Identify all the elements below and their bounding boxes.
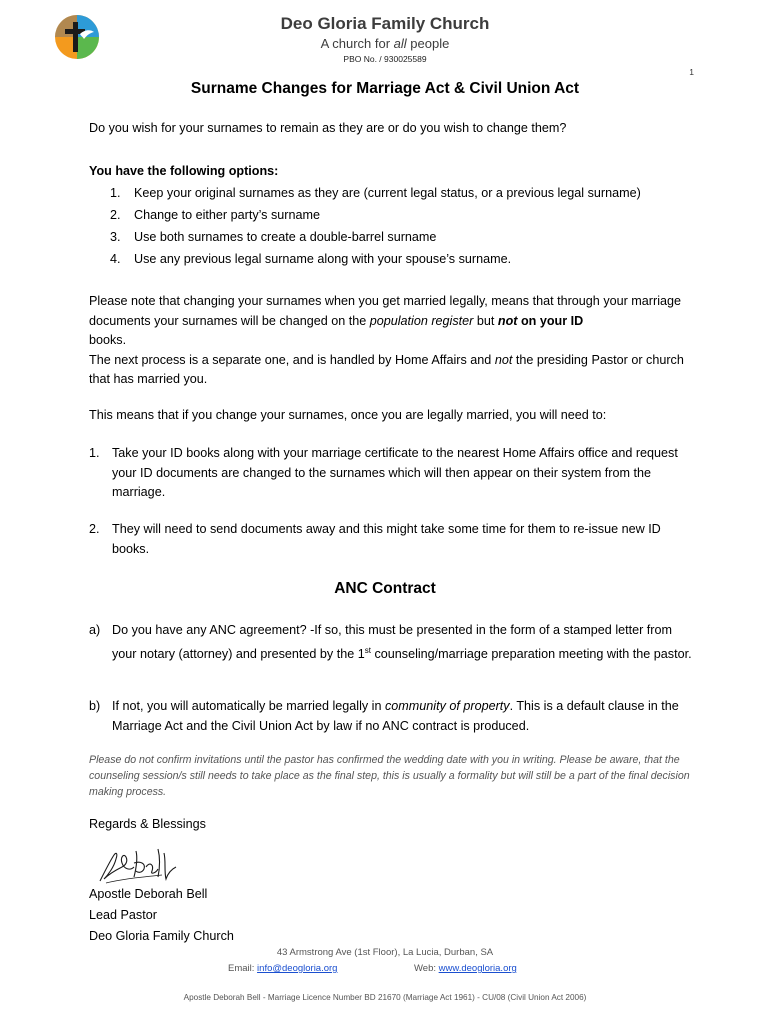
signatory-name: Apostle Deborah Bell [89,887,208,901]
invitation-note: Please do not confirm invitations until the pastor has confirmed the wedding date with you in writing. Please be aware, that the counseling session/s still needs to take place as the final step, this is usually a formality but will still be a part of the final decision making process. [89,754,690,798]
footer-contact: Email: info@deogloria.org Web: www.deogloria.org [228,963,517,974]
list-item: a) Do you have any ANC agreement? -If so, this must be presented in the form of a stamped letter from your notary (attorney) and presented by the 1st counseling/marriage preparation meeting with the pastor. [89,623,692,661]
list-item: 4. Use any previous legal surname along with your spouse’s surname. [110,252,512,266]
signatory-organization: Deo Gloria Family Church [89,929,234,943]
means-line: This means that if you change your surnames, once you are legally married, you will need to: [89,408,607,422]
list-item: 1. Keep your original surnames as they are (current legal status, or a previous legal surname) [110,186,641,200]
pbo-number: PBO No. / 930025589 [343,54,427,64]
page-number: 1 [689,67,694,77]
list-item: 2. They will need to send documents away and this might take some time for them to re-issue new ID books. [89,522,661,556]
signatory-role: Lead Pastor [89,908,157,922]
footer-licence: Apostle Deborah Bell - Marriage Licence Number BD 21670 (Marriage Act 1961) - CU/08 (Civil Union Act 2006) [183,993,587,1002]
website-link[interactable]: www.deogloria.org [438,963,517,974]
document-title: Surname Changes for Marriage Act & Civil Union Act [190,80,580,97]
list-item: 3. Use both surnames to create a double-barrel surname [110,230,437,244]
options-list [110,182,710,270]
footer-address: 43 Armstrong Ave (1st Floor), La Lucia, Durban, SA [276,947,494,958]
organization-tagline: A church for all people [320,36,450,51]
intro-question: Do you wish for your surnames to remain as they are or do you wish to change them? [89,121,567,135]
signature-image [92,843,182,887]
signatory-block [89,884,234,947]
closing-line: Regards & Blessings [89,817,206,831]
email-link[interactable]: info@deogloria.org [257,963,338,974]
options-heading: You have the following options: [89,164,279,178]
list-item: 1. Take your ID books along with your marriage certificate to the nearest Home Affairs office and request your ID documents are changed to the surnames which will then appear on their system from the marriage. [89,446,678,499]
list-item: 2. Change to either party’s surname [110,208,320,222]
list-item: b) If not, you will automatically be married legally in community of property. This is a default clause in the Marriage Act and the Civil Union Act by law if no ANC contract is produced. [89,699,679,733]
population-register-note: Please note that changing your surnames when you get married legally, means that through your marriage documents your surnames will be changed on the population register but not on your ID books. The next process is a separate one, and is handled by Home Affairs and not the presiding Pastor or church that has married you. [89,294,684,386]
anc-heading: ANC Contract [334,580,436,597]
organization-name: Deo Gloria Family Church [280,14,490,33]
